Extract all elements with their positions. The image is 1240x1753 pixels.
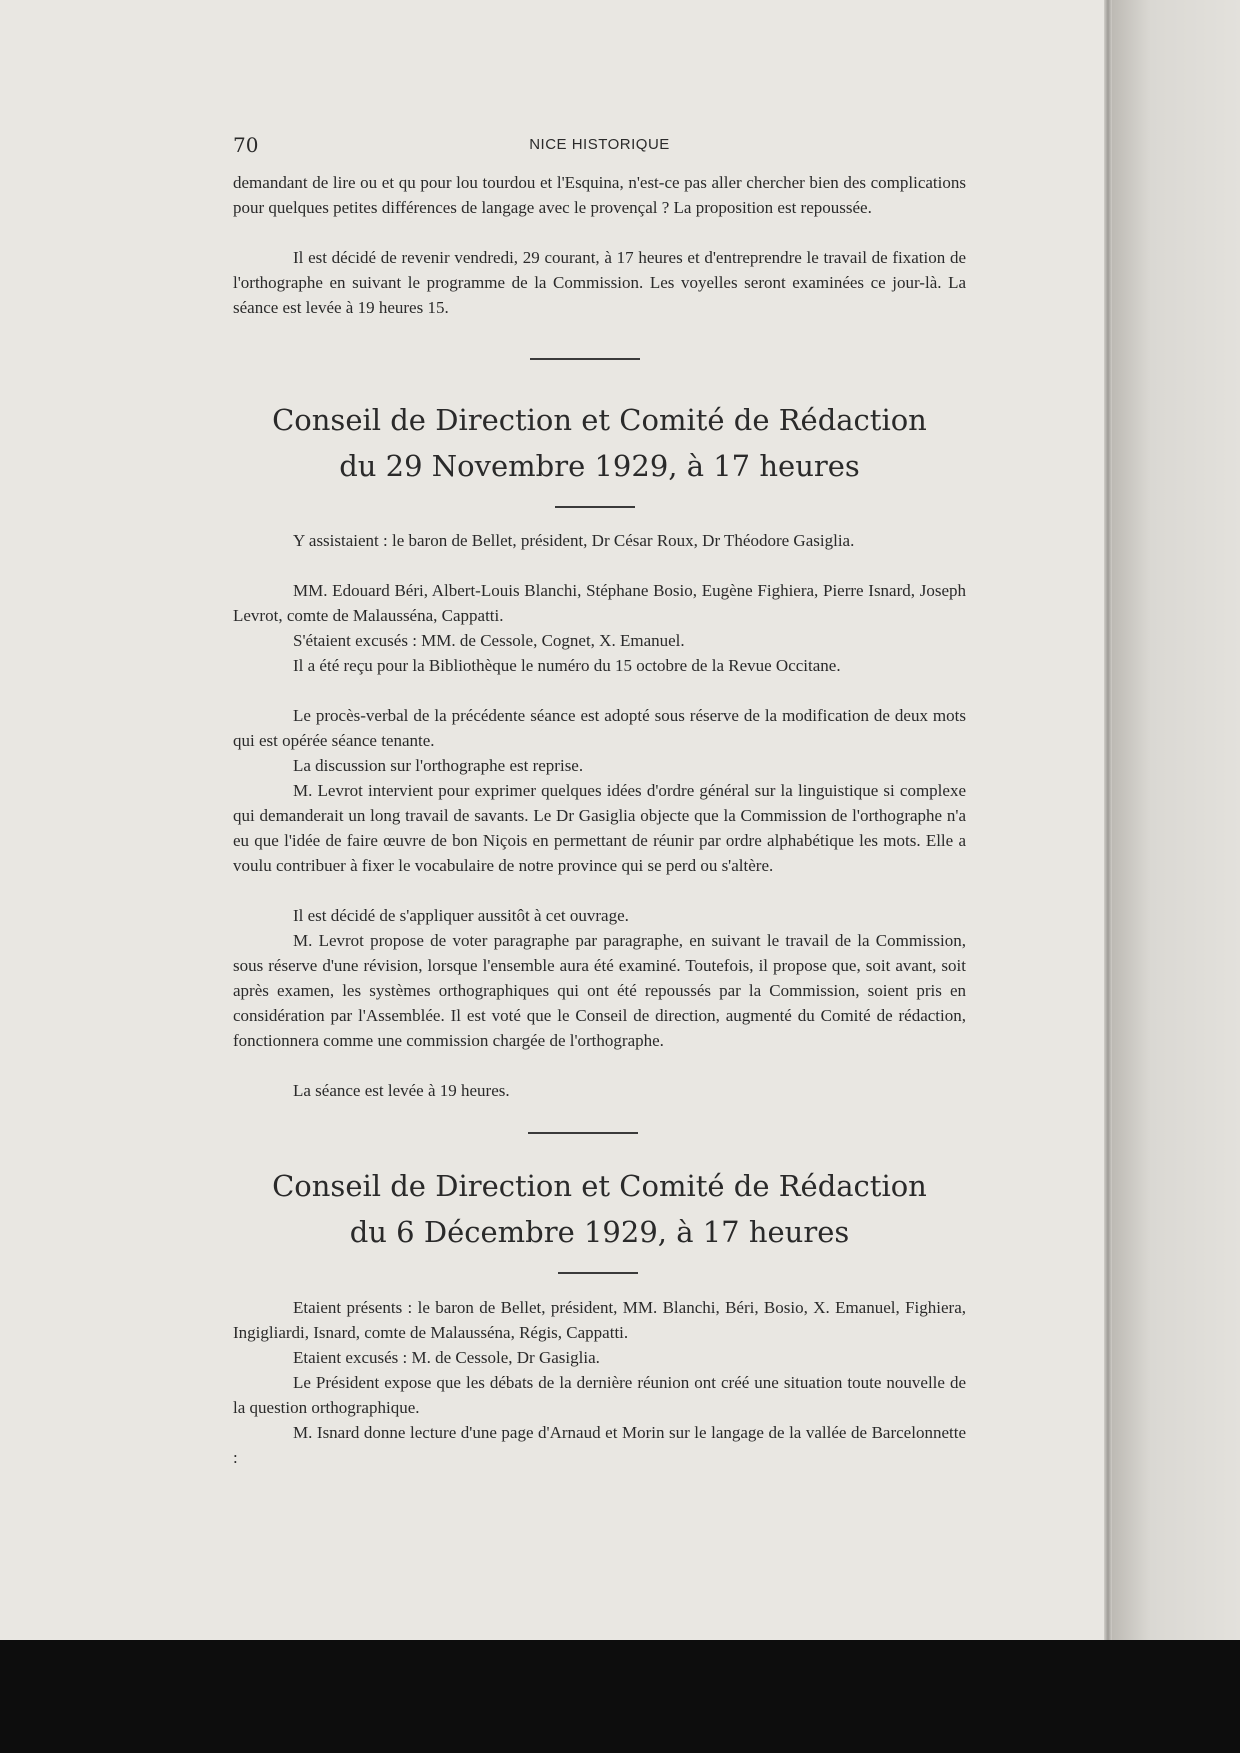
section2-title-line1: Conseil de Direction et Comité de Rédaction [272,1169,927,1203]
intro-paragraph-2: Il est décidé de revenir vendredi, 29 courant, à 17 heures et d'entreprendre le travail de fixation de l'orthographe en suivant le programme de la Commission. Les voyelles seront examinées ce jour-là. La séance est levée à 19 heures 15. [233,248,966,317]
section1-paragraph: Le procès-verbal de la précédente séance est adopté sous réserve de la modification de deux mots qui est opérée séance tenante. [233,706,966,750]
scan-border [0,1640,1240,1753]
title-underline [558,1272,638,1274]
section1-paragraph: La discussion sur l'orthographe est reprise. [293,756,584,775]
section1-paragraph: Y assistaient : le baron de Bellet, président, Dr César Roux, Dr Théodore Gasiglia. [293,531,855,550]
section1-title-line2: du 29 Novembre 1929, à 17 heures [339,449,860,483]
page-number: 70 [233,133,259,157]
running-title: NICE HISTORIQUE [529,136,670,153]
section1-paragraph: M. Levrot propose de voter paragraphe par paragraphe, en suivant le travail de la Commission, sous réserve d'une révision, lorsque l'ensemble aura été examiné. Toutefois, il propose que, soit avant, soit après examen, les systèmes orthographiques qui ont été repoussés par la Commission, soient pris en considération par l'Assemblée. Il est voté que le Conseil de direction, augmenté du Comité de rédaction, fonctionnera comme une commission chargée de l'orthographe. [233,931,966,1050]
running-header [233,133,966,159]
section-divider [528,1132,638,1134]
section1-paragraph: S'étaient excusés : MM. de Cessole, Cognet, X. Emanuel. [293,631,685,650]
section1-title-line1: Conseil de Direction et Comité de Rédaction [272,403,927,437]
section2-paragraph: M. Isnard donne lecture d'une page d'Arnaud et Morin sur le langage de la vallée de Barcelonnette : [233,1423,966,1467]
section2-title-line2: du 6 Décembre 1929, à 17 heures [349,1215,850,1249]
section1-paragraph: M. Levrot intervient pour exprimer quelques idées d'ordre général sur la linguistique si complexe qui demanderait un long travail de savants. Le Dr Gasiglia objecte que la Commission de l'orthographe n'a eu que l'idée de faire œuvre de bon Niçois en permettant de réunir par ordre alphabétique les mots. Elle a voulu contribuer à fixer le vocabulaire de notre province qui se perd ou s'altère. [233,781,966,875]
section1-paragraph: Il a été reçu pour la Bibliothèque le numéro du 15 octobre de la Revue Occitane. [293,656,841,675]
section2-paragraph: Le Président expose que les débats de la dernière réunion ont créé une situation toute nouvelle de la question orthographique. [233,1373,966,1417]
next-page-edge [1112,0,1240,1640]
section1-paragraph: MM. Edouard Béri, Albert-Louis Blanchi, Stéphane Bosio, Eugène Fighiera, Pierre Isnard, Joseph Levrot, comte de Malausséna, Cappatti. [233,581,966,625]
section1-paragraph: La séance est levée à 19 heures. [293,1081,510,1100]
intro-paragraph-1: demandant de lire ou et qu pour lou tourdou et l'Esquina, n'est-ce pas aller chercher bien des complications pour quelques petites différences de langage avec le provençal ? La proposition est repoussée. [233,173,966,217]
section1-paragraph: Il est décidé de s'appliquer aussitôt à cet ouvrage. [293,906,629,925]
page-fold [1104,0,1112,1640]
title-underline [555,506,635,508]
section2-paragraph: Etaient excusés : M. de Cessole, Dr Gasiglia. [293,1348,600,1367]
section-divider [530,358,640,360]
section2-paragraph: Etaient présents : le baron de Bellet, président, MM. Blanchi, Béri, Bosio, X. Emanuel, Fighiera, Ingigliardi, Isnard, comte de Malausséna, Régis, Cappatti. [233,1298,966,1342]
